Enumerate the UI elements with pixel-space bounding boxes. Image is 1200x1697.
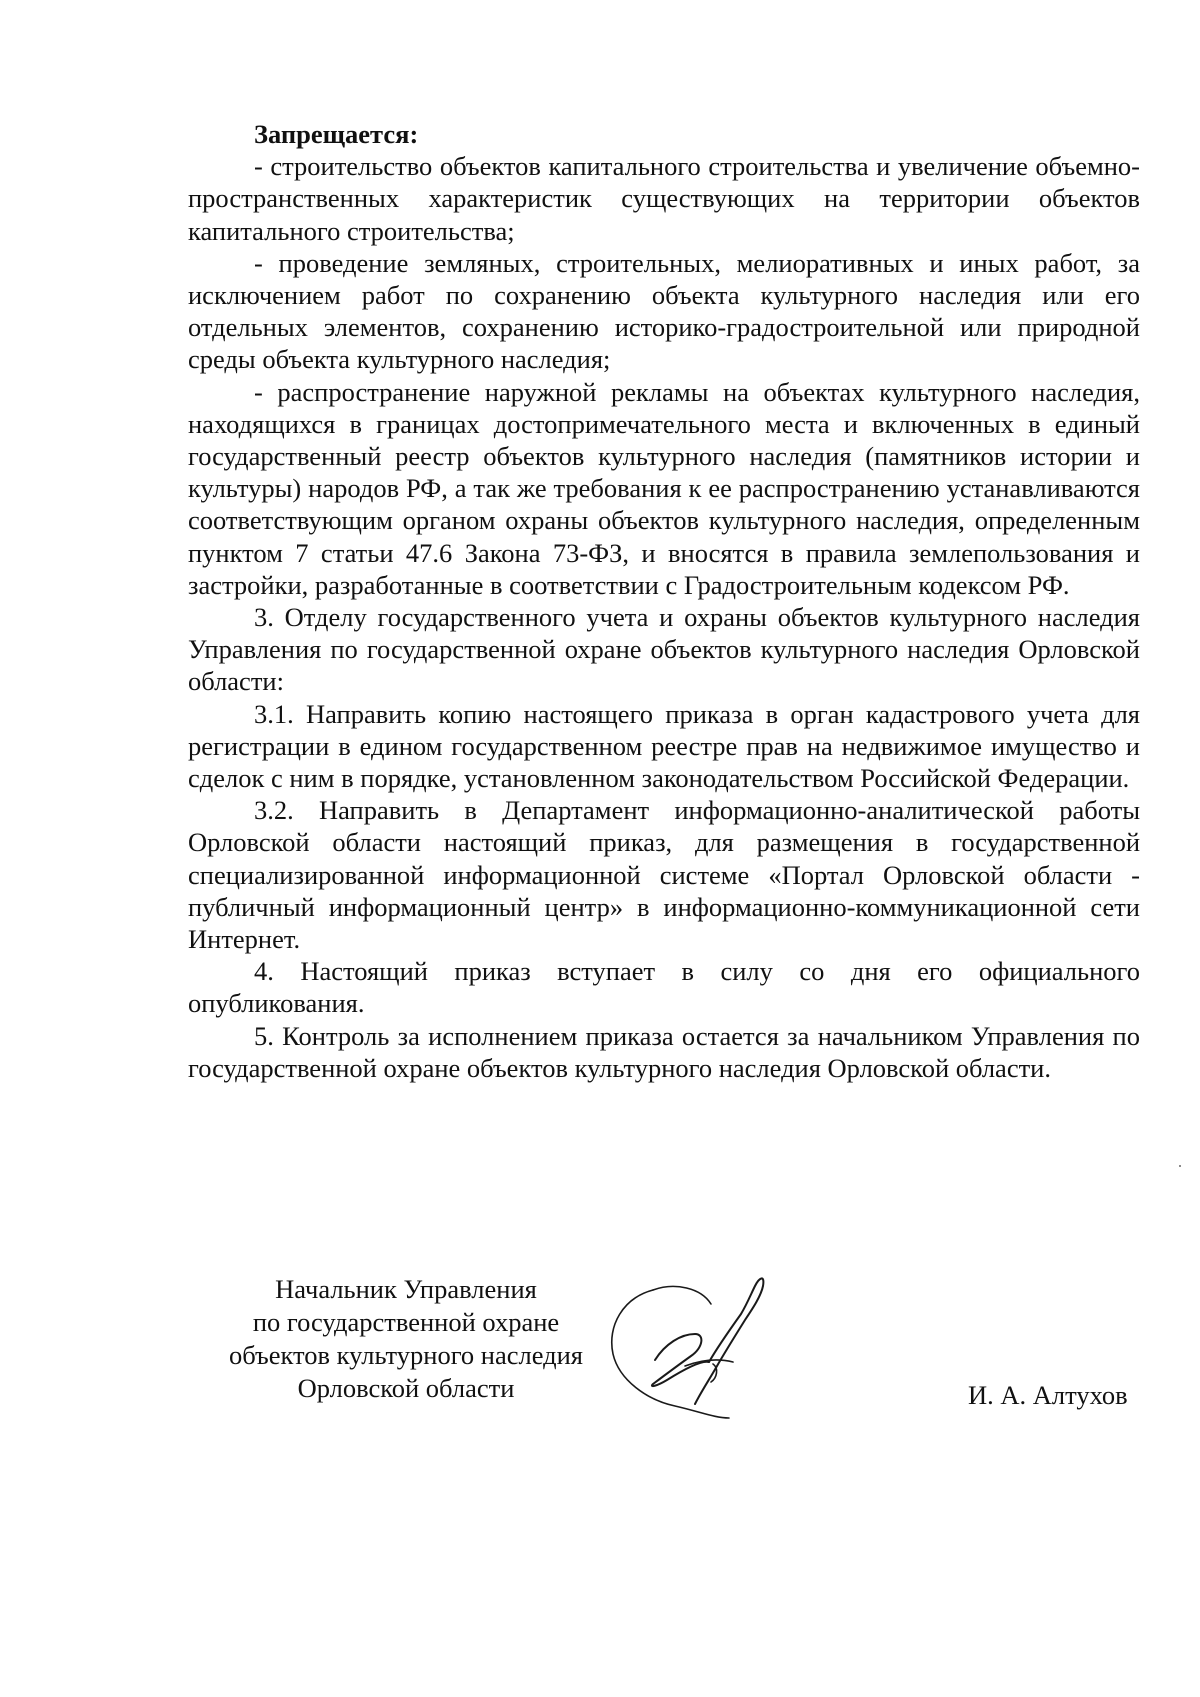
paragraph-construction-ban: - строительство объектов капитального строительства и увеличение объемно-пространственных характеристик существующих на территории объектов капитального строительства; — [188, 151, 1140, 246]
signatory-name: И. А. Алтухов — [968, 1380, 1128, 1410]
signatory-position-line: Орловской области — [297, 1373, 515, 1403]
paragraph-item-4: 4. Настоящий приказ вступает в силу со дня его официального опубликования. — [188, 956, 1140, 1019]
signatory-position-line: Начальник Управления — [275, 1274, 537, 1304]
paragraph-item-5: 5. Контроль за исполнением приказа остается за начальником Управления по государственной охране объектов культурного наследия Орловской области. — [188, 1020, 1140, 1083]
scan-speck — [1179, 1165, 1181, 1167]
prohibitions-heading: Запрещается: — [254, 119, 419, 149]
signatory-position-line: по государственной охране — [252, 1307, 560, 1337]
paragraph-earthworks-ban: - проведение земляных, строительных, мелиоративных и иных работ, за исключением работ по сохранению объекта культурного наследия или его отдельных элементов, сохранению историко-градостроительной или природной среды объекта культурного наследия; — [188, 247, 1140, 375]
paragraph-item-3-1: 3.1. Направить копию настоящего приказа в орган кадастрового учета для регистрации в едином государственном реестре прав на недвижимое имущество и сделок с ним в порядке, установленном законодательством Российской Федерации. — [188, 698, 1140, 794]
signatory-position — [210, 1273, 602, 1405]
paragraph-advertising-ban: - распространение наружной рекламы на объектах культурного наследия, находящихся в границах достопримечательного места и включенных в единый государственный реестр объектов культурного наследия (памятников истории и культуры) народов РФ, а так же требования к ее распространению устанавливаются соответствующим органом охраны объектов культурного наследия, определенным пунктом 7 статьи 47.6 Закона 73-ФЗ, и вносятся в правила землепользования и застройки, разработанные в соответствии с Градостроительным кодексом РФ. — [188, 376, 1140, 600]
paragraph-item-3: 3. Отделу государственного учета и охраны объектов культурного наследия Управления по государственной охране объектов культурного наследия Орловской области: — [188, 602, 1140, 697]
paragraph-item-3-2: 3.2. Направить в Департамент информационно-аналитической работы Орловской области настоящий приказ, для размещения в государственной специализированной информационной системе «Портал Орловской области - публичный информационный центр» в информационно-коммуникационной сети Интернет. — [188, 795, 1140, 955]
handwritten-signature — [605, 1268, 865, 1448]
signatory-position-line: объектов культурного наследия — [228, 1340, 583, 1370]
